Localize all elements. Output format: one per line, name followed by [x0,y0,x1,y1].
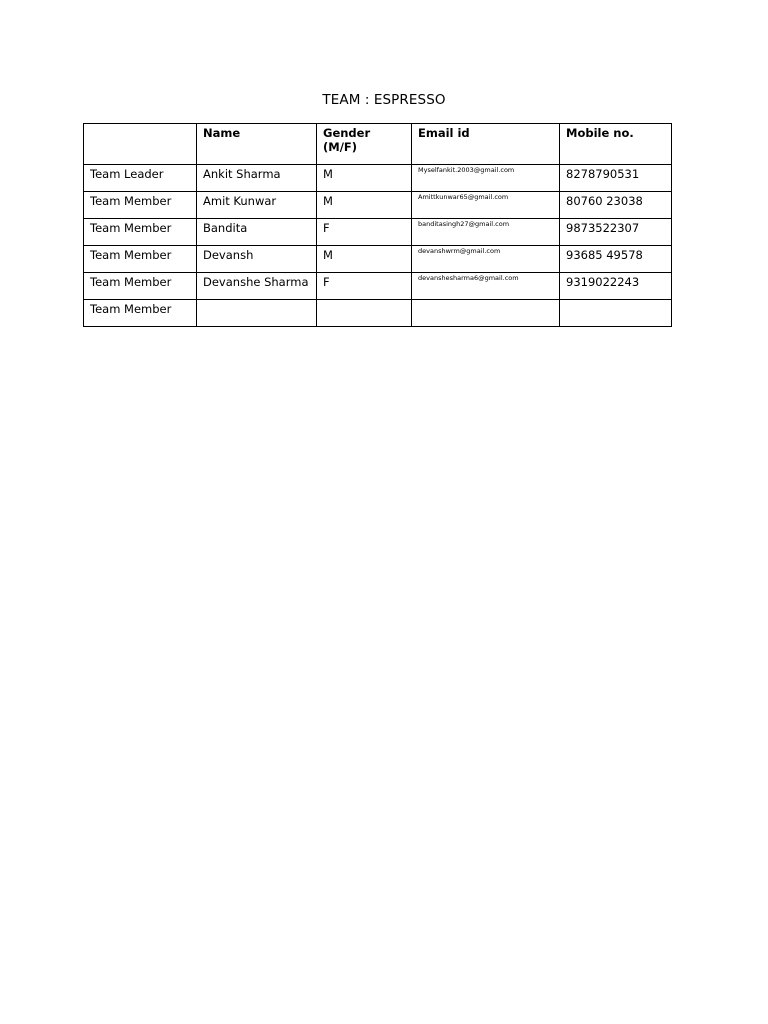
header-name: Name [197,124,317,165]
table-header-row [84,124,672,165]
cell-mobile: 93685 49578 [560,246,672,273]
header-gender: Gender (M/F) [317,124,412,165]
document-title: TEAM : ESPRESSO [322,92,446,108]
cell-role: Team Leader [84,165,197,192]
table-row [84,246,672,273]
cell-role: Team Member [84,300,197,327]
cell-role: Team Member [84,219,197,246]
cell-mobile: 9319022243 [560,273,672,300]
table-row [84,165,672,192]
cell-mobile: 8278790531 [560,165,672,192]
table-row [84,219,672,246]
cell-name: Bandita [197,219,317,246]
cell-mobile [560,300,672,327]
cell-gender: M [317,192,412,219]
cell-email: Myselfankit.2003@gmail.com [412,165,560,192]
cell-email: devanshesharma6@gmail.com [412,273,560,300]
cell-gender: M [317,246,412,273]
cell-email: banditasingh27@gmail.com [412,219,560,246]
cell-email: devanshwrm@gmail.com [412,246,560,273]
cell-role: Team Member [84,192,197,219]
cell-email [412,300,560,327]
cell-gender: F [317,219,412,246]
cell-name: Amit Kunwar [197,192,317,219]
header-role [84,124,197,165]
header-mobile: Mobile no. [560,124,672,165]
cell-gender: F [317,273,412,300]
cell-email: Amittkunwar65@gmail.com [412,192,560,219]
cell-mobile: 9873522307 [560,219,672,246]
cell-role: Team Member [84,246,197,273]
cell-gender [317,300,412,327]
cell-role: Team Member [84,273,197,300]
header-email: Email id [412,124,560,165]
cell-name: Devansh [197,246,317,273]
table-row [84,273,672,300]
cell-name [197,300,317,327]
table-row [84,192,672,219]
cell-name: Ankit Sharma [197,165,317,192]
cell-name: Devanshe Sharma [197,273,317,300]
cell-mobile: 80760 23038 [560,192,672,219]
team-table [83,123,672,327]
cell-gender: M [317,165,412,192]
table-row [84,300,672,327]
